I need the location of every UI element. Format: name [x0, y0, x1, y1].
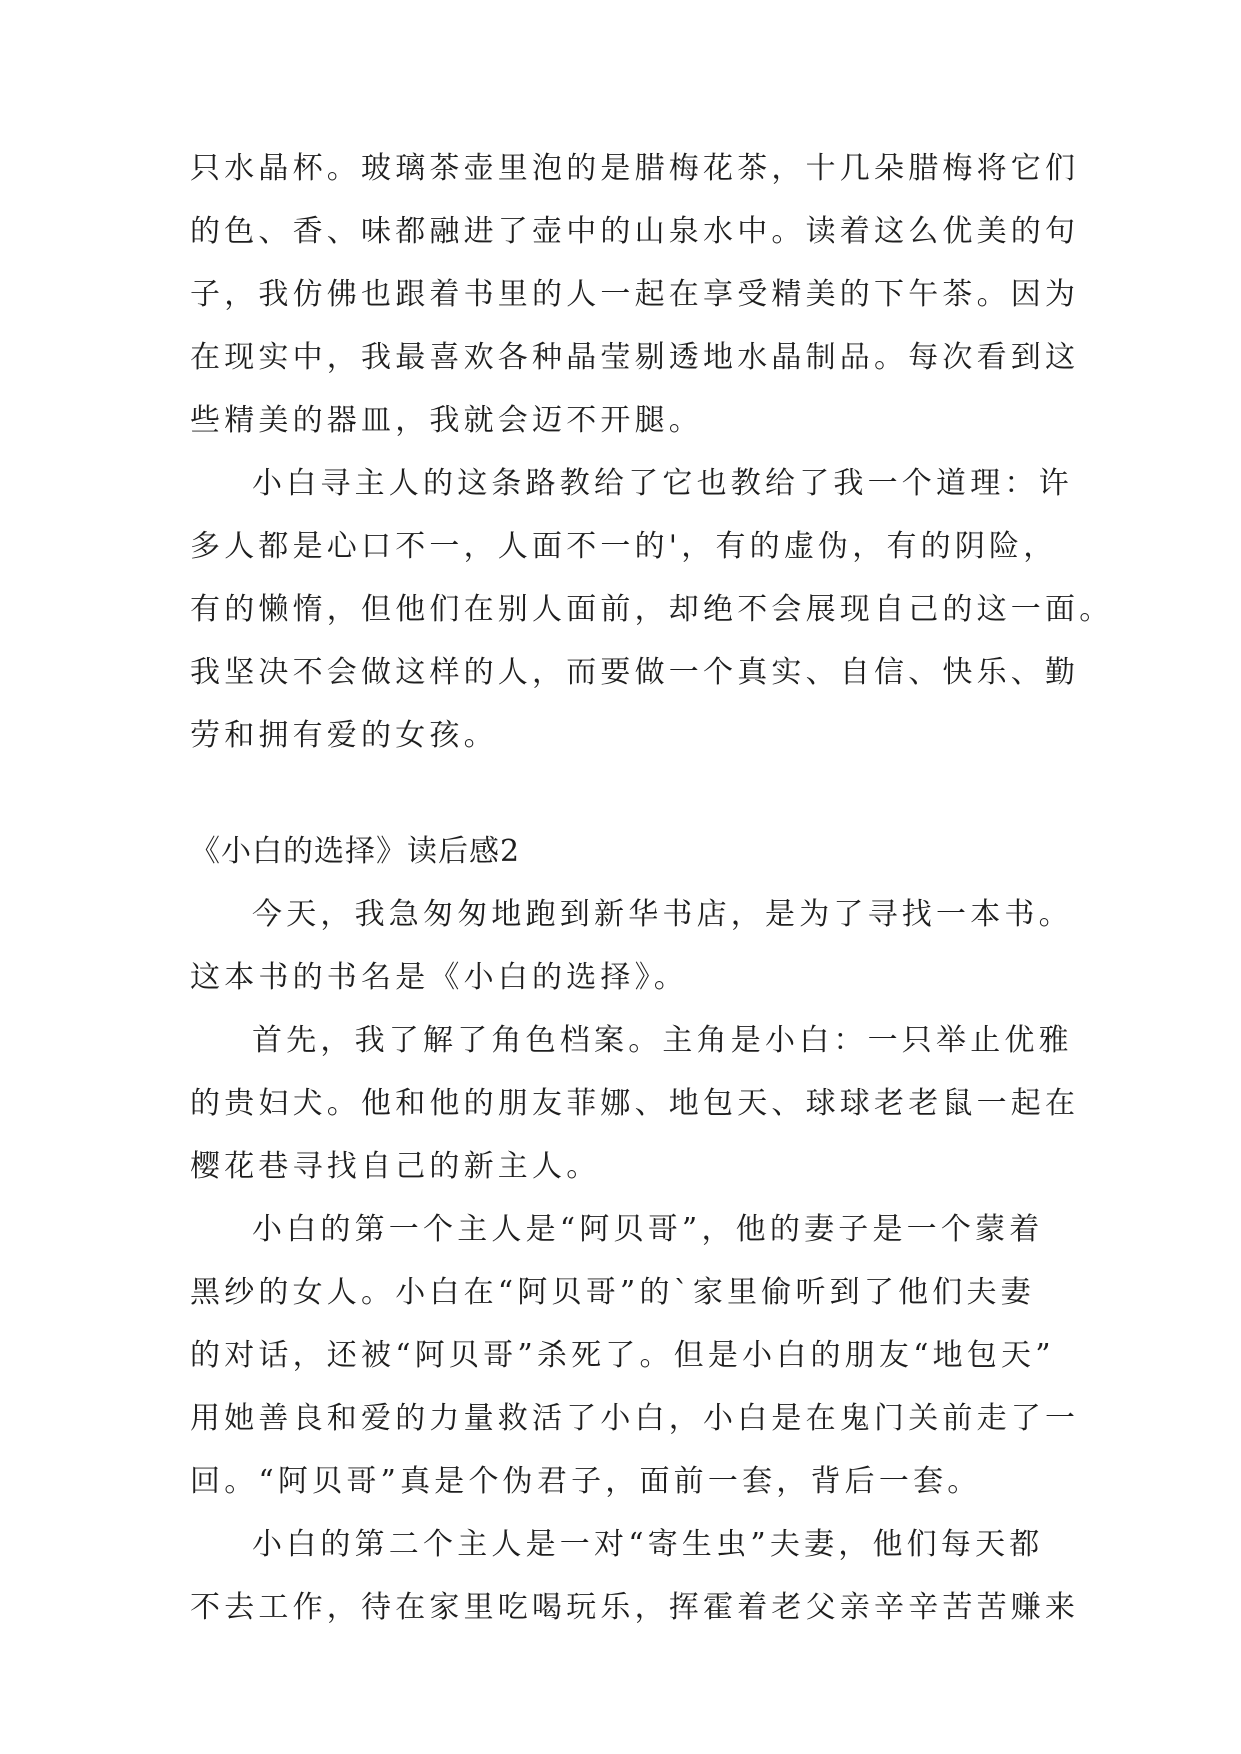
paragraph-line: 樱花巷寻找自己的新主人。 [190, 1149, 601, 1184]
paragraph-line: 回。“阿贝哥”真是个伪君子，面前一套，背后一套。 [190, 1464, 982, 1499]
paragraph-line: 的色、香、味都融进了壶中的山泉水中。读着这么优美的句 [190, 214, 1080, 249]
section-heading: 《小白的选择》读后感2 [190, 834, 521, 869]
paragraph-first-line: 小白寻主人的这条路教给了它也教给了我一个道理：许 [252, 466, 1073, 501]
paragraph-line: 些精美的器皿，我就会迈不开腿。 [190, 403, 703, 438]
paragraph-first-line: 小白的第二个主人是一对“寄生虫”夫妻，他们每天都 [252, 1527, 1044, 1562]
paragraph-line: 的贵妇犬。他和他的朋友菲娜、地包天、球球老老鼠一起在 [190, 1086, 1080, 1121]
paragraph-line: 黑纱的女人。小白在“阿贝哥”的`家里偷听到了他们夫妻 [190, 1275, 1035, 1310]
paragraph-first-line: 首先，我了解了角色档案。主角是小白：一只举止优雅 [252, 1023, 1073, 1058]
paragraph-line: 有的懒惰，但他们在别人面前，却绝不会展现自己的这一面。 [190, 592, 1114, 627]
paragraph-line: 的对话，还被“阿贝哥”杀死了。但是小白的朋友“地包天” [190, 1338, 1055, 1373]
paragraph-line: 子，我仿佛也跟着书里的人一起在享受精美的下午茶。因为 [190, 277, 1080, 312]
paragraph-first-line: 今天，我急匆匆地跑到新华书店，是为了寻找一本书。 [252, 897, 1073, 932]
paragraph-line: 在现实中，我最喜欢各种晶莹剔透地水晶制品。每次看到这 [190, 340, 1080, 375]
paragraph-line: 我坚决不会做这样的人，而要做一个真实、自信、快乐、勤 [190, 655, 1080, 690]
paragraph-line: 劳和拥有爱的女孩。 [190, 718, 498, 753]
paragraph-line: 多人都是心口不一，人面不一的'，有的虚伪，有的阴险， [190, 529, 1058, 564]
paragraph-line: 不去工作，待在家里吃喝玩乐，挥霍着老父亲辛辛苦苦赚来 [190, 1590, 1080, 1625]
paragraph-line: 只水晶杯。玻璃茶壶里泡的是腊梅花茶，十几朵腊梅将它们 [190, 151, 1080, 186]
paragraph-line: 这本书的书名是《小白的选择》。 [190, 960, 688, 995]
paragraph-line: 用她善良和爱的力量救活了小白，小白是在鬼门关前走了一 [190, 1401, 1080, 1436]
paragraph-first-line: 小白的第一个主人是“阿贝哥”，他的妻子是一个蒙着 [252, 1212, 1044, 1247]
